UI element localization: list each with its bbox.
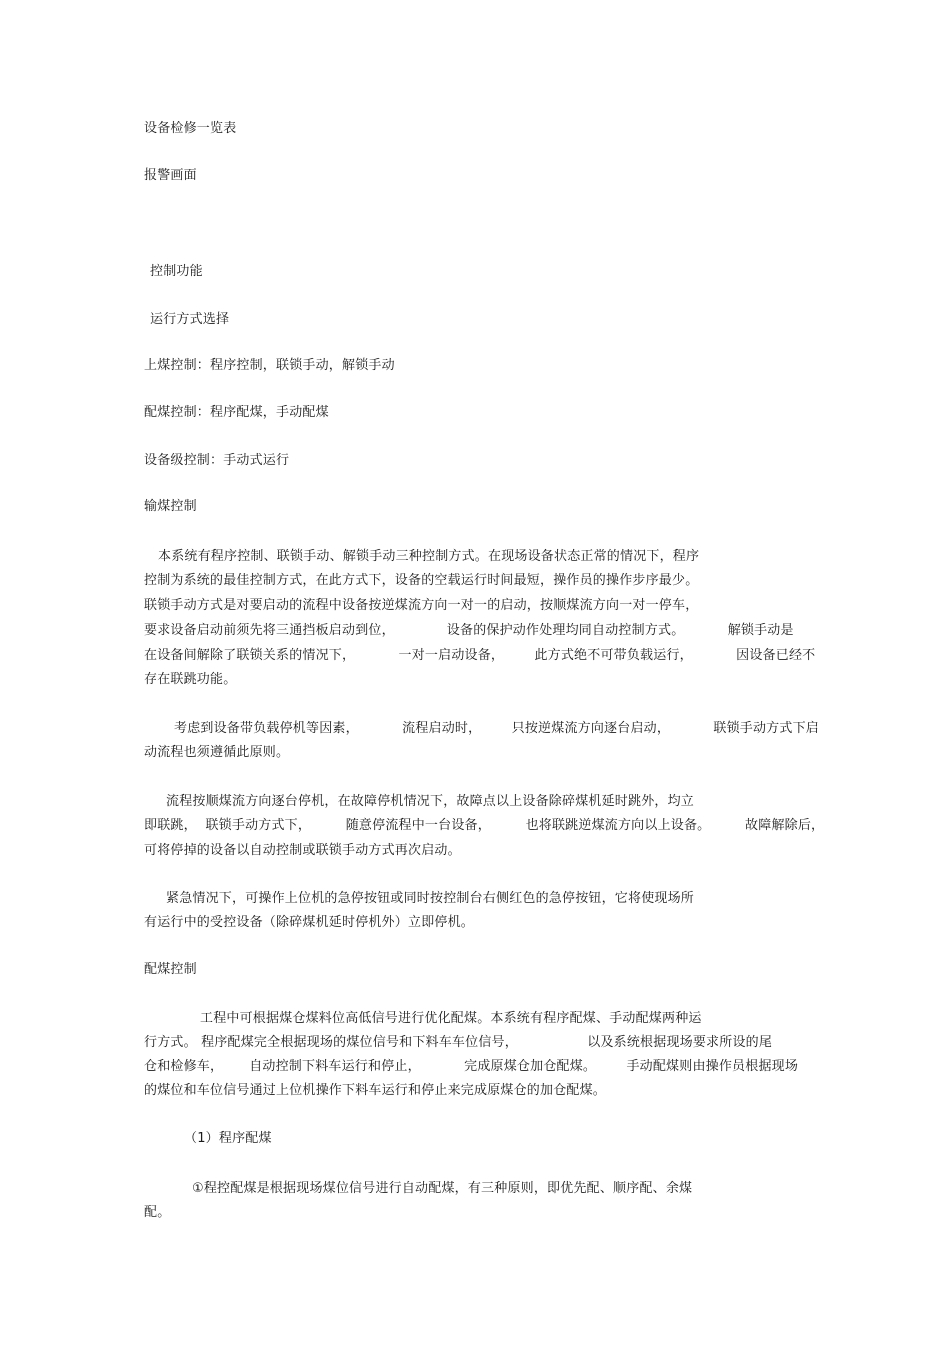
- paragraph-line: 配。: [144, 1205, 171, 1220]
- paragraph-line: 考虑到设备带负载停机等因素， 流程启动时， 只按逆煤流方向逐台启动， 联锁手动方式下启: [174, 721, 819, 736]
- paragraph-line: 本系统有程序控制、联锁手动、解锁手动三种控制方式。在现场设备状态正常的情况下，程序: [158, 549, 700, 564]
- paragraph-line: 存在联跳功能。: [144, 672, 237, 687]
- mode-coal-loading: 上煤控制：程序控制，联锁手动，解锁手动: [144, 358, 395, 373]
- paragraph-line: 动流程也须遵循此原则。: [144, 745, 290, 760]
- paragraph-line: 联锁手动方式是对要启动的流程中设备按逆煤流方向一对一的启动，按顺煤流方向一对一停车，: [144, 598, 699, 613]
- paragraph-line: 控制为系统的最佳控制方式，在此方式下，设备的空载运行时间最短，操作员的操作步序最少。: [144, 573, 699, 588]
- paragraph-line: 紧急情况下，可操作上位机的急停按钮或同时按控制台右侧红色的急停按钮，它将使现场所: [166, 891, 695, 906]
- mode-coal-blending: 配煤控制：程序配煤，手动配煤: [144, 405, 329, 420]
- heading-alarm-screen: 报警画面: [144, 168, 197, 183]
- paragraph-line: 即联跳， 联锁手动方式下， 随意停流程中一台设备， 也将联跳逆煤流方向以上设备。 故障解除后，: [144, 818, 825, 833]
- heading-coal-blending: 配煤控制: [144, 962, 197, 977]
- heading-equipment-list: 设备检修一览表: [144, 121, 237, 136]
- paragraph-line: 的煤位和车位信号通过上位机操作下料车运行和停止来完成原煤仓的加仓配煤。: [144, 1083, 607, 1098]
- mode-equipment-level: 设备级控制：手动式运行: [144, 453, 290, 468]
- paragraph-line: ①程控配煤是根据现场煤位信号进行自动配煤，有三种原则，即优先配、顺序配、余煤: [192, 1181, 693, 1196]
- heading-control-function: 控制功能: [150, 264, 203, 279]
- paragraph-line: 流程按顺煤流方向逐台停机，在故障停机情况下，故障点以上设备除碎煤机延时跳外，均立: [166, 794, 695, 809]
- heading-run-mode-select: 运行方式选择: [150, 312, 230, 327]
- paragraph-line: 工程中可根据煤仓煤料位高低信号进行优化配煤。本系统有程序配煤、手动配煤两种运: [200, 1011, 702, 1026]
- subheading-program-blending: （1）程序配煤: [184, 1131, 272, 1146]
- paragraph-line: 要求设备启动前须先将三通挡板启动到位， 设备的保护动作处理均同自动控制方式。 解锁手动是: [144, 623, 794, 638]
- paragraph-line: 仓和检修车， 自动控制下料车运行和停止， 完成原煤仓加仓配煤。 手动配煤则由操作员根据现场: [144, 1059, 799, 1074]
- heading-coal-transport: 输煤控制: [144, 499, 197, 514]
- paragraph-line: 有运行中的受控设备（除碎煤机延时停机外）立即停机。: [144, 915, 475, 930]
- paragraph-line: 在设备间解除了联锁关系的情况下， 一对一启动设备， 此方式绝不可带负载运行， 因设备已经不: [144, 648, 816, 663]
- paragraph-line: 行方式。 程序配煤完全根据现场的煤位信号和下料车车位信号， 以及系统根据现场要求所设的尾: [144, 1035, 773, 1050]
- paragraph-line: 可将停掉的设备以自动控制或联锁手动方式再次启动。: [144, 843, 461, 858]
